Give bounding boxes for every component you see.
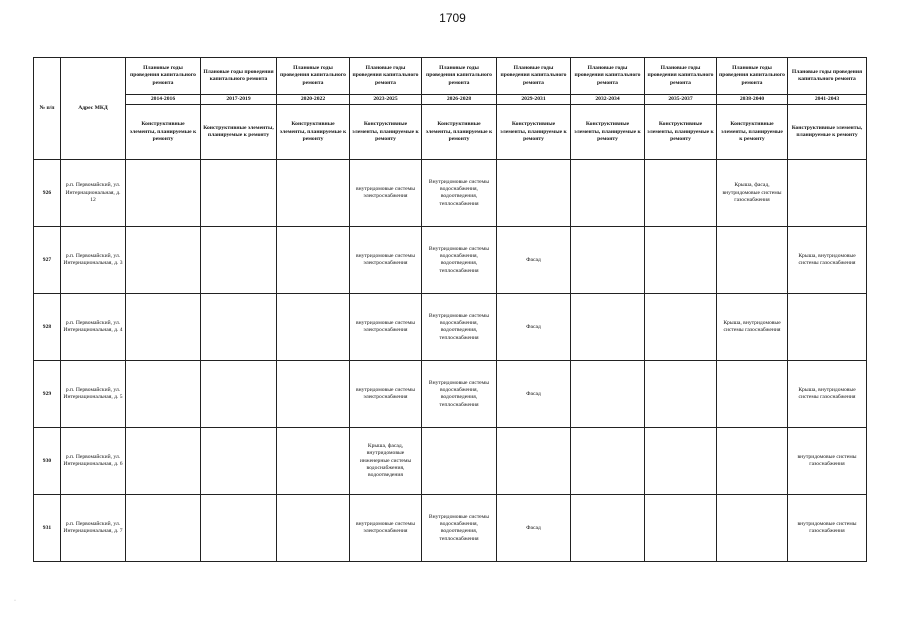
elements-header: Конструктивные элементы, планируемые к ремонту (645, 105, 717, 160)
repair-cell: внутридомовые системы электроснабжения (350, 361, 422, 428)
elements-header: Конструктивные элементы, планируемые к ремонту (571, 105, 645, 160)
period-header: 2035-2037 (645, 95, 717, 105)
repair-cell (277, 294, 350, 361)
repair-cell: Крыша, внутридомовые системы газоснабжения (788, 227, 867, 294)
period-header: 2041-2043 (788, 95, 867, 105)
repair-cell (717, 227, 788, 294)
row-address: р.п. Первомайский, ул. Интернациональная, д. 12 (61, 160, 126, 227)
row-address: р.п. Первомайский, ул. Интернациональная, д. 5 (61, 361, 126, 428)
row-number: 928 (34, 294, 61, 361)
header-row-years (34, 58, 867, 95)
period-header: 2026-2028 (422, 95, 497, 105)
repair-cell (645, 160, 717, 227)
years-header: Плановые годы проведения капитального ремонта (571, 58, 645, 95)
years-header: Плановые годы проведения капитального ремонта (126, 58, 201, 95)
period-header: 2038-2040 (717, 95, 788, 105)
elements-header: Конструктивные элементы, планируемые к ремонту (277, 105, 350, 160)
repair-cell (571, 361, 645, 428)
repair-cell (571, 227, 645, 294)
period-header: 2017-2019 (201, 95, 277, 105)
repair-cell (645, 294, 717, 361)
repair-cell: Крыша, внутридомовые системы газоснабжения (717, 294, 788, 361)
repair-cell (126, 495, 201, 562)
repair-cell: внутридомовые системы газоснабжения (788, 428, 867, 495)
row-number: 929 (34, 361, 61, 428)
row-number: 930 (34, 428, 61, 495)
elements-header: Конструктивные элементы, планируемые к ремонту (788, 105, 867, 160)
period-header: 2020-2022 (277, 95, 350, 105)
repair-cell (497, 160, 571, 227)
repair-cell (201, 294, 277, 361)
years-header: Плановые годы проведения капитального ремонта (497, 58, 571, 95)
repair-cell (571, 160, 645, 227)
repair-cell (788, 294, 867, 361)
repair-cell (201, 428, 277, 495)
table-row (34, 361, 867, 428)
header-row-elements (34, 105, 867, 160)
elements-header: Конструктивные элементы, планируемые к ремонту (717, 105, 788, 160)
repair-cell: Фасад (497, 361, 571, 428)
repair-cell (126, 227, 201, 294)
elements-header: Конструктивные элементы, планируемые к ремонту (126, 105, 201, 160)
repair-cell (497, 428, 571, 495)
capital-repair-schedule-table (33, 57, 867, 562)
repair-cell: Внутридомовые системы водоснабжения, водоотведения, теплоснабжения (422, 160, 497, 227)
repair-cell: Крыша, фасад, внутридомовые системы газоснабжения (717, 160, 788, 227)
period-header: 2023-2025 (350, 95, 422, 105)
repair-cell (645, 361, 717, 428)
repair-cell (645, 495, 717, 562)
years-header: Плановые годы проведения капитального ремонта (422, 58, 497, 95)
table-row (34, 428, 867, 495)
repair-cell (277, 227, 350, 294)
row-number: 926 (34, 160, 61, 227)
row-address: р.п. Первомайский, ул. Интернациональная, д. 7 (61, 495, 126, 562)
repair-cell (277, 160, 350, 227)
repair-cell (277, 428, 350, 495)
row-address: р.п. Первомайский, ул. Интернациональная, д. 4 (61, 294, 126, 361)
years-header: Плановые годы проведения капитального ремонта (201, 58, 277, 95)
elements-header: Конструктивные элементы, планируемые к ремонту (497, 105, 571, 160)
repair-cell: внутридомовые системы электроснабжения (350, 495, 422, 562)
scan-artifact-dot: · (14, 598, 16, 604)
repair-cell: Фасад (497, 495, 571, 562)
num-column-header: № п/п (34, 58, 61, 160)
repair-cell (571, 428, 645, 495)
repair-cell (571, 294, 645, 361)
elements-header: Конструктивные элементы, планируемые к ремонту (422, 105, 497, 160)
table-row (34, 160, 867, 227)
table-row (34, 495, 867, 562)
repair-cell: внутридомовые системы электроснабжения (350, 160, 422, 227)
header-row-periods (34, 95, 867, 105)
repair-cell (126, 160, 201, 227)
repair-cell: Крыша, фасад, внутридомовые инженерные системы водоснабжения, водоотведения (350, 428, 422, 495)
repair-cell (717, 428, 788, 495)
period-header: 2014-2016 (126, 95, 201, 105)
table-row (34, 227, 867, 294)
repair-cell (201, 361, 277, 428)
table-row (34, 294, 867, 361)
repair-cell: Фасад (497, 294, 571, 361)
row-address: р.п. Первомайский, ул. Интернациональная, д. 3 (61, 227, 126, 294)
repair-cell (201, 227, 277, 294)
repair-cell: Крыша, внутридомовые системы газоснабжения (788, 361, 867, 428)
repair-cell (717, 495, 788, 562)
repair-cell (277, 495, 350, 562)
row-number: 927 (34, 227, 61, 294)
repair-cell (717, 361, 788, 428)
repair-cell (201, 160, 277, 227)
repair-cell (645, 428, 717, 495)
years-header: Плановые годы проведения капитального ремонта (277, 58, 350, 95)
repair-cell: Фасад (497, 227, 571, 294)
address-column-header: Адрес МКД (61, 58, 126, 160)
elements-header: Конструктивные элементы, планируемые к ремонту (201, 105, 277, 160)
repair-cell: внутридомовые системы электроснабжения (350, 294, 422, 361)
repair-cell: Внутридомовые системы водоснабжения, водоотведения, теплоснабжения (422, 227, 497, 294)
repair-cell (422, 428, 497, 495)
years-header: Плановые годы проведения капитального ремонта (350, 58, 422, 95)
repair-cell: внутридомовые системы электроснабжения (350, 227, 422, 294)
repair-cell (277, 361, 350, 428)
years-header: Плановые годы проведения капитального ремонта (717, 58, 788, 95)
repair-cell (645, 227, 717, 294)
row-address: р.п. Первомайский, ул. Интернациональная, д. 6 (61, 428, 126, 495)
period-header: 2029-2031 (497, 95, 571, 105)
repair-cell (571, 495, 645, 562)
repair-cell (201, 495, 277, 562)
years-header: Плановые годы проведения капитального ремонта (788, 58, 867, 95)
repair-cell (788, 160, 867, 227)
elements-header: Конструктивные элементы, планируемые к ремонту (350, 105, 422, 160)
table-body (34, 160, 867, 562)
years-header: Плановые годы проведения капитального ремонта (645, 58, 717, 95)
repair-cell (126, 428, 201, 495)
page-number: 1709 (439, 11, 466, 25)
repair-cell (126, 361, 201, 428)
repair-cell: внутридомовые системы газоснабжения (788, 495, 867, 562)
repair-cell: Внутридомовые системы водоснабжения, водоотведения, теплоснабжения (422, 294, 497, 361)
repair-cell (126, 294, 201, 361)
repair-cell: Внутридомовые системы водоснабжения, водоотведения, теплоснабжения (422, 361, 497, 428)
repair-cell: Внутридомовые системы водоснабжения, водоотведения, теплоснабжения (422, 495, 497, 562)
row-number: 931 (34, 495, 61, 562)
period-header: 2032-2034 (571, 95, 645, 105)
table-header (34, 58, 867, 160)
